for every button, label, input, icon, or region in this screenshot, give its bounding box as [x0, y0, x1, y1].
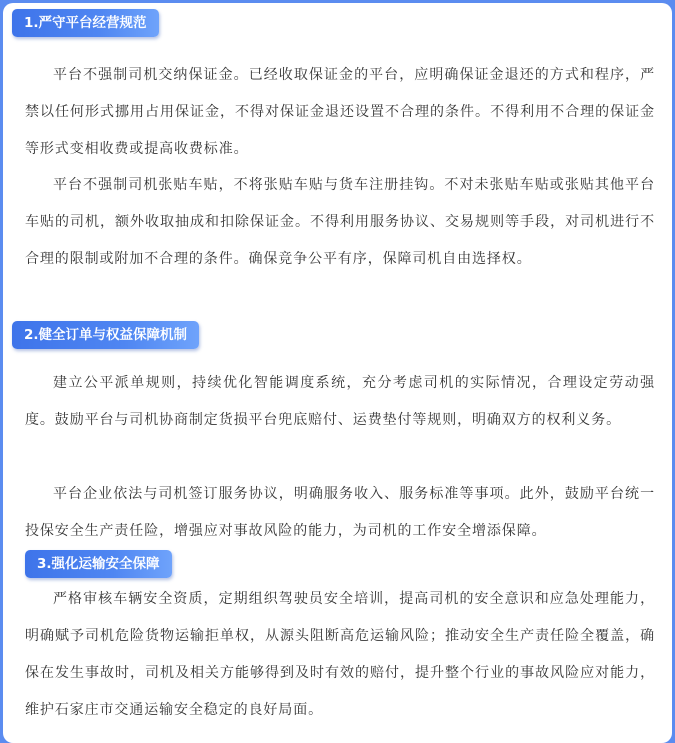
section-heading-2: 2.健全订单与权益保障机制 [12, 321, 199, 349]
content-card [3, 3, 672, 743]
section-heading-3: 3.强化运输安全保障 [25, 550, 172, 578]
section-1-paragraph-2: 平台不强制司机张贴车贴，不将张贴车贴与货车注册挂钩。不对未张贴车贴或张贴其他平台车贴的司机，额外收取抽成和扣除保证金。不得利用服务协议、交易规则等手段，对司机进行不合理的限制或附加不合理的条件。确保竞争公平有序，保障司机自由选择权。 [25, 177, 655, 267]
section-2-paragraph-1: 建立公平派单规则，持续优化智能调度系统，充分考虑司机的实际情况，合理设定劳动强度。鼓励平台与司机协商制定货损平台兜底赔付、运费垫付等规则，明确双方的权利义务。 [25, 375, 655, 428]
section-2-paragraph-2: 平台企业依法与司机签订服务协议，明确服务收入、服务标准等事项。此外，鼓励平台统一投保安全生产责任险，增强应对事故风险的能力，为司机的工作安全增添保障。 [25, 486, 655, 539]
section-1-paragraph-1: 平台不强制司机交纳保证金。已经收取保证金的平台，应明确保证金退还的方式和程序，严禁以任何形式挪用占用保证金，不得对保证金退还设置不合理的条件。不得利用不合理的保证金等形式变相收费或提高收费标准。 [25, 67, 655, 157]
section-3-paragraph-1: 严格审核车辆安全资质，定期组织驾驶员安全培训，提高司机的安全意识和应急处理能力，明确赋予司机危险货物运输拒单权，从源头阻断高危运输风险；推动安全生产责任险全覆盖，确保在发生事故时，司机及相关方能够得到及时有效的赔付，提升整个行业的事故风险应对能力，维护石家庄市交通运输安全稳定的良好局面。 [25, 591, 655, 718]
section-heading-1: 1.严守平台经营规范 [12, 9, 159, 37]
